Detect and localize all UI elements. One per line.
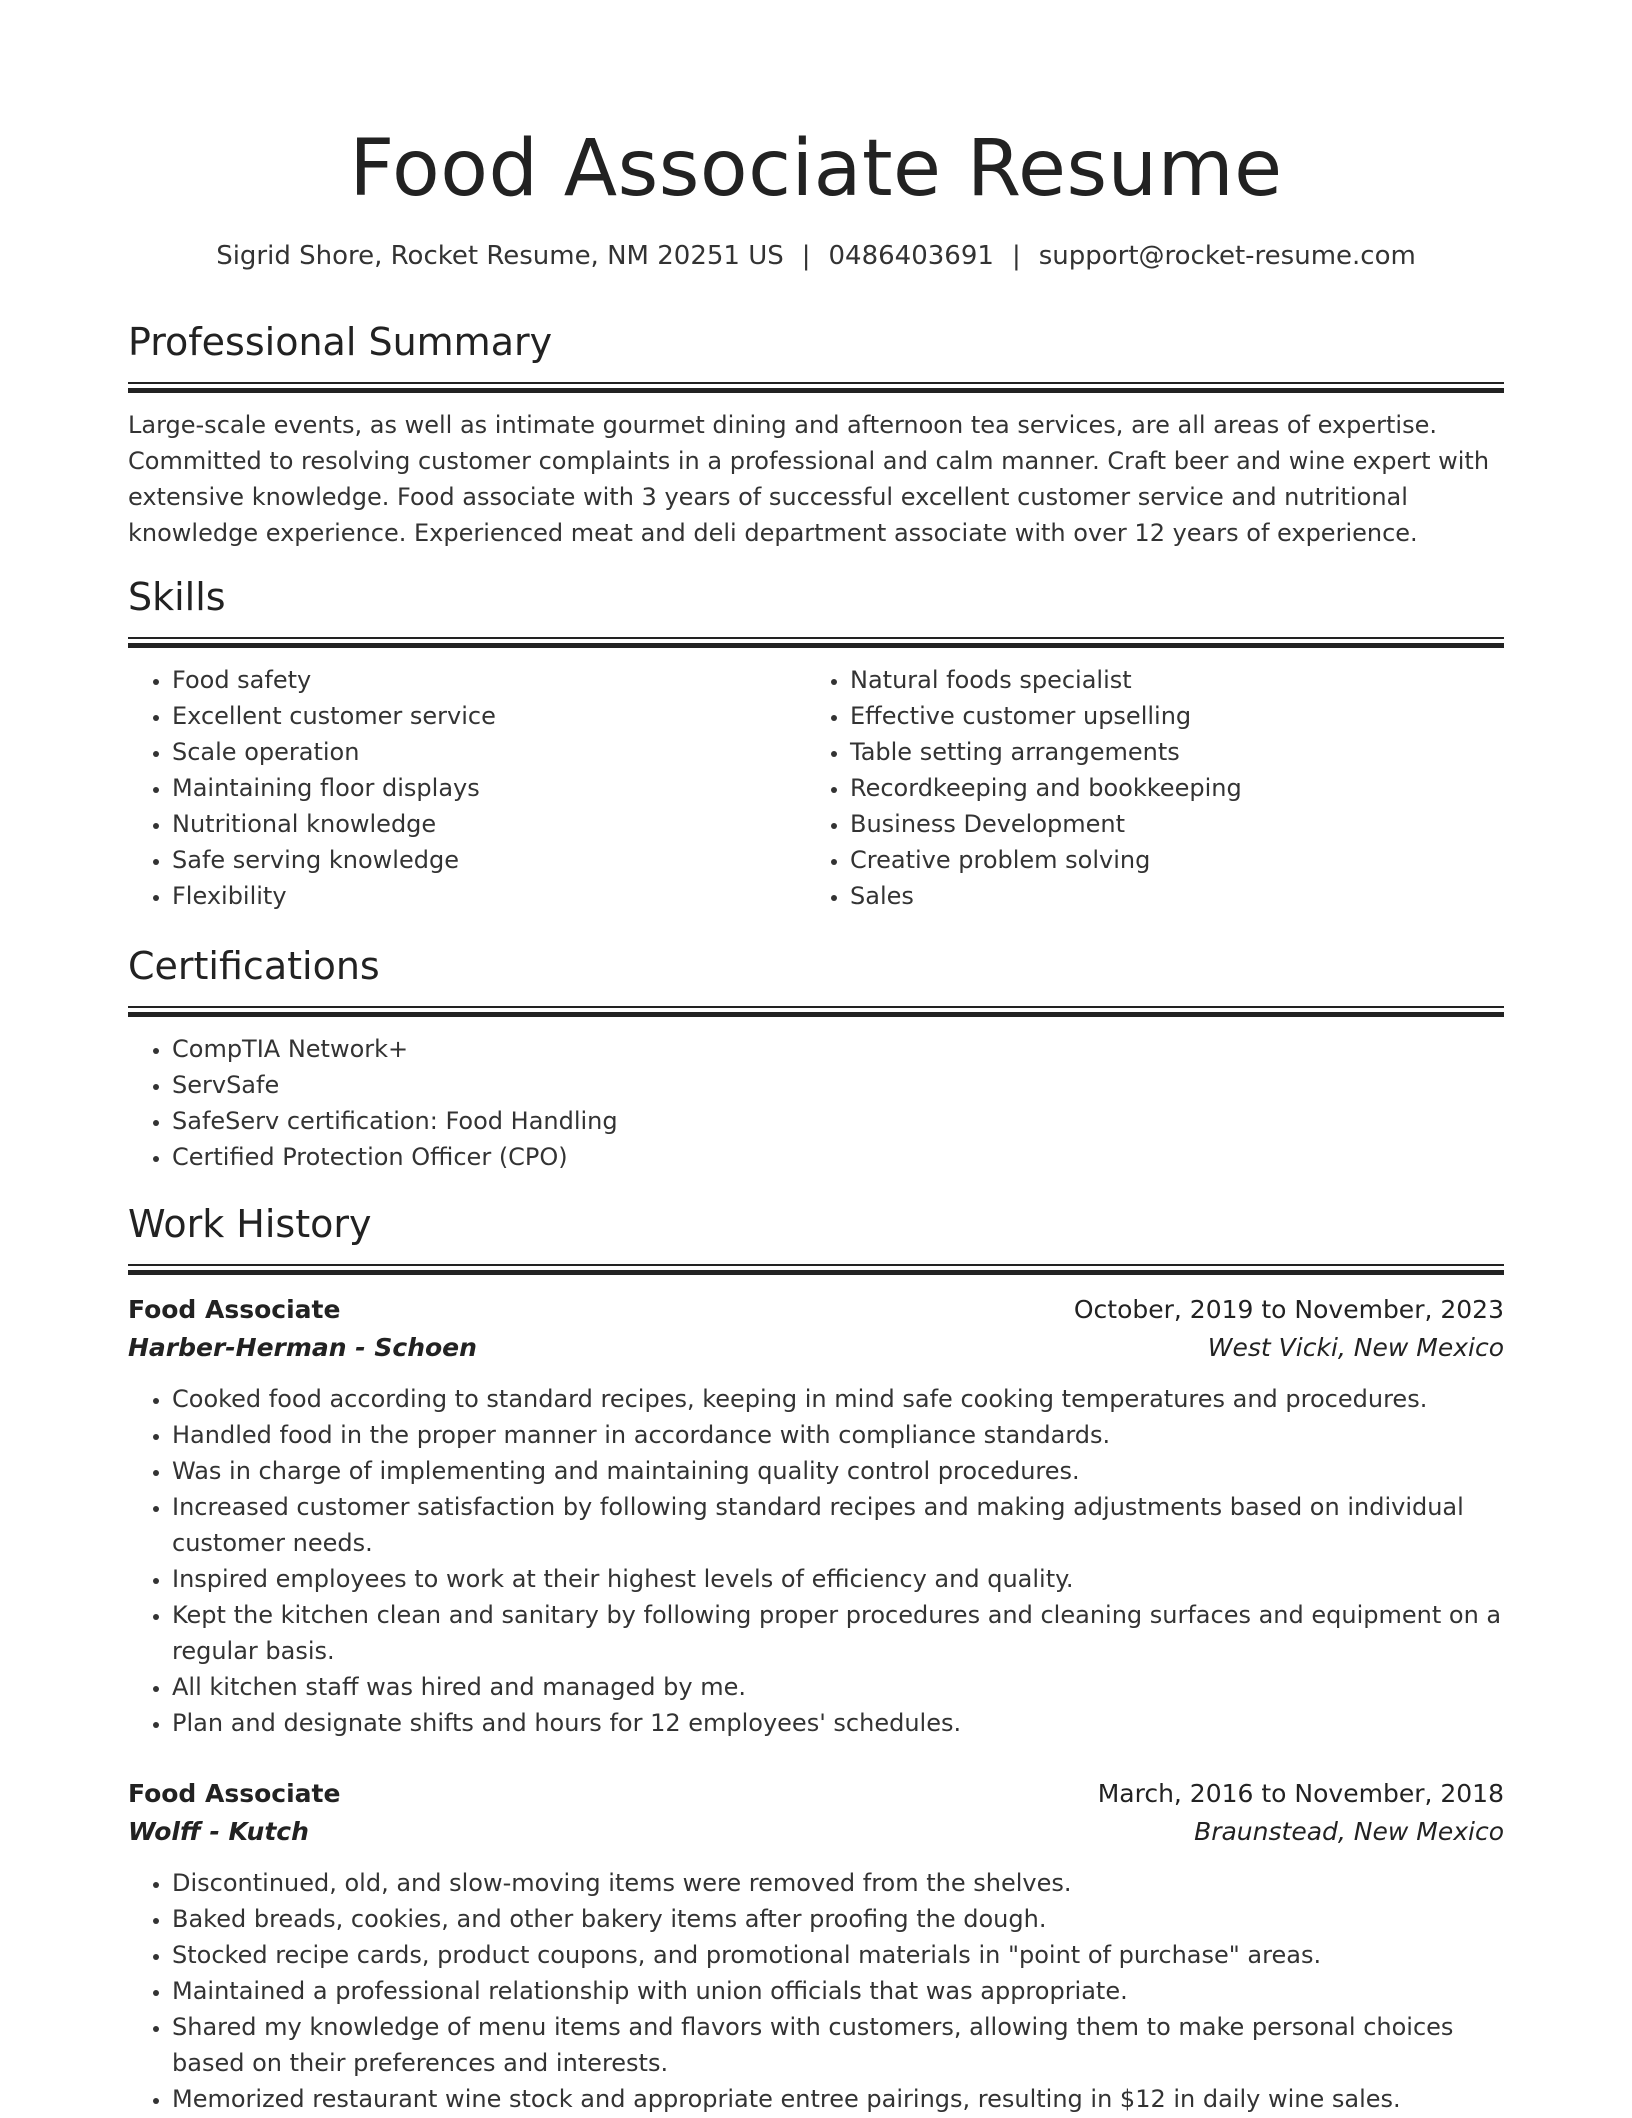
job-bullets — [128, 1865, 1504, 2117]
job-bullet: • Maintained a professional relationship with union officials that was appropriate. — [172, 1973, 1504, 2009]
job-company-row — [128, 1813, 1504, 1851]
skill-item: • Table setting arrangements — [850, 734, 1484, 770]
job-bullet: • Handled food in the proper manner in accordance with compliance standards. — [172, 1417, 1504, 1453]
skill-item: • Sales — [850, 878, 1484, 914]
skills-column-left — [128, 662, 806, 914]
job-bullet: • Plan and designate shifts and hours for 12 employees' schedules. — [172, 1705, 1504, 1741]
work-history-section — [128, 1198, 1504, 2117]
section-heading-summary: Professional Summary — [128, 320, 553, 364]
skill-item: • Food safety — [172, 662, 806, 698]
job-bullets — [128, 1381, 1504, 1741]
job-bullet: • Shared my knowledge of menu items and flavors with customers, allowing them to make personal choices based on their preferences and interests. — [172, 2009, 1504, 2081]
job-bullet: • Discontinued, old, and slow-moving items were removed from the shelves. — [172, 1865, 1504, 1901]
job-bullet: • Stocked recipe cards, product coupons, and promotional materials in "point of purchase" areas. — [172, 1937, 1504, 1973]
skill-item: • Safe serving knowledge — [172, 842, 806, 878]
skill-item: • Scale operation — [172, 734, 806, 770]
skills-columns — [128, 662, 1504, 914]
skill-item: • Creative problem solving — [850, 842, 1484, 878]
job-bullet: • Inspired employees to work at their highest levels of efficiency and quality. — [172, 1561, 1504, 1597]
job-entry — [128, 1291, 1504, 1741]
contact-separator: | — [801, 241, 811, 271]
job-entry — [128, 1775, 1504, 2117]
certifications-section — [128, 940, 1504, 1175]
job-company: Harber-Herman - Schoen — [128, 1333, 477, 1362]
job-title: Food Associate — [128, 1295, 341, 1324]
certification-item: • Certified Protection Officer (CPO) — [172, 1139, 1504, 1175]
job-dates: March, 2016 to November, 2018 — [1097, 1779, 1504, 1808]
skills-section — [128, 571, 1504, 914]
skills-list-left — [128, 662, 806, 914]
job-bullet: • Was in charge of implementing and maintaining quality control procedures. — [172, 1453, 1504, 1489]
skill-item: • Business Development — [850, 806, 1484, 842]
skill-item: • Nutritional knowledge — [172, 806, 806, 842]
job-location: West Vicki, New Mexico — [1207, 1333, 1504, 1362]
job-location: Braunstead, New Mexico — [1194, 1817, 1504, 1846]
job-bullet: • Kept the kitchen clean and sanitary by following proper procedures and cleaning surfaces and equipment on a regular basis. — [172, 1597, 1504, 1669]
skill-item: • Effective customer upselling — [850, 698, 1484, 734]
summary-text: Large-scale events, as well as intimate gourmet dining and afternoon tea services, are all areas of expertise. Committed to resolving customer complaints in a professional and calm manner. Craft beer and wine expert with extensive knowledge. Food associate with 3 years of successful excellent customer service and nutritional knowledge experience. Experienced meat and deli department associate with over 12 years of experience. — [128, 411, 1490, 547]
section-divider — [128, 637, 1504, 648]
skill-item: • Flexibility — [172, 878, 806, 914]
contact-separator: | — [1011, 241, 1021, 271]
section-divider — [128, 1006, 1504, 1017]
job-header-row — [128, 1291, 1504, 1329]
skills-list-right — [806, 662, 1484, 914]
section-heading-work-history: Work History — [128, 1202, 372, 1246]
section-divider — [128, 1264, 1504, 1275]
page-title: Food Associate Resume — [349, 124, 1283, 214]
job-bullet: • Baked breads, cookies, and other bakery items after proofing the dough. — [172, 1901, 1504, 1937]
job-dates: October, 2019 to November, 2023 — [1073, 1295, 1504, 1324]
contact-line — [128, 238, 1504, 274]
contact-address: Sigrid Shore, Rocket Resume, NM 20251 US — [216, 241, 784, 271]
skills-column-right — [806, 662, 1484, 914]
section-heading-certifications: Certifications — [128, 944, 380, 988]
skill-item: • Natural foods specialist — [850, 662, 1484, 698]
section-divider — [128, 382, 1504, 393]
certification-item: • CompTIA Network+ — [172, 1031, 1504, 1067]
job-bullet: • Cooked food according to standard recipes, keeping in mind safe cooking temperatures and procedures. — [172, 1381, 1504, 1417]
job-bullet: • Increased customer satisfaction by following standard recipes and making adjustments based on individual customer needs. — [172, 1489, 1504, 1561]
certifications-list — [128, 1031, 1504, 1175]
contact-email: support@rocket-resume.com — [1038, 241, 1416, 271]
skill-item: • Maintaining floor displays — [172, 770, 806, 806]
certification-item: • SafeServ certification: Food Handling — [172, 1103, 1504, 1139]
skill-item: • Recordkeeping and bookkeeping — [850, 770, 1484, 806]
contact-phone: 0486403691 — [828, 241, 994, 271]
job-title: Food Associate — [128, 1779, 341, 1808]
job-company: Wolff - Kutch — [128, 1817, 309, 1846]
skill-item: • Excellent customer service — [172, 698, 806, 734]
section-heading-skills: Skills — [128, 575, 226, 619]
job-company-row — [128, 1329, 1504, 1367]
summary-section — [128, 316, 1504, 551]
certification-item: • ServSafe — [172, 1067, 1504, 1103]
job-bullet: • All kitchen staff was hired and managed by me. — [172, 1669, 1504, 1705]
job-header-row — [128, 1775, 1504, 1813]
job-bullet: • Memorized restaurant wine stock and appropriate entree pairings, resulting in $12 in daily wine sales. — [172, 2081, 1504, 2117]
